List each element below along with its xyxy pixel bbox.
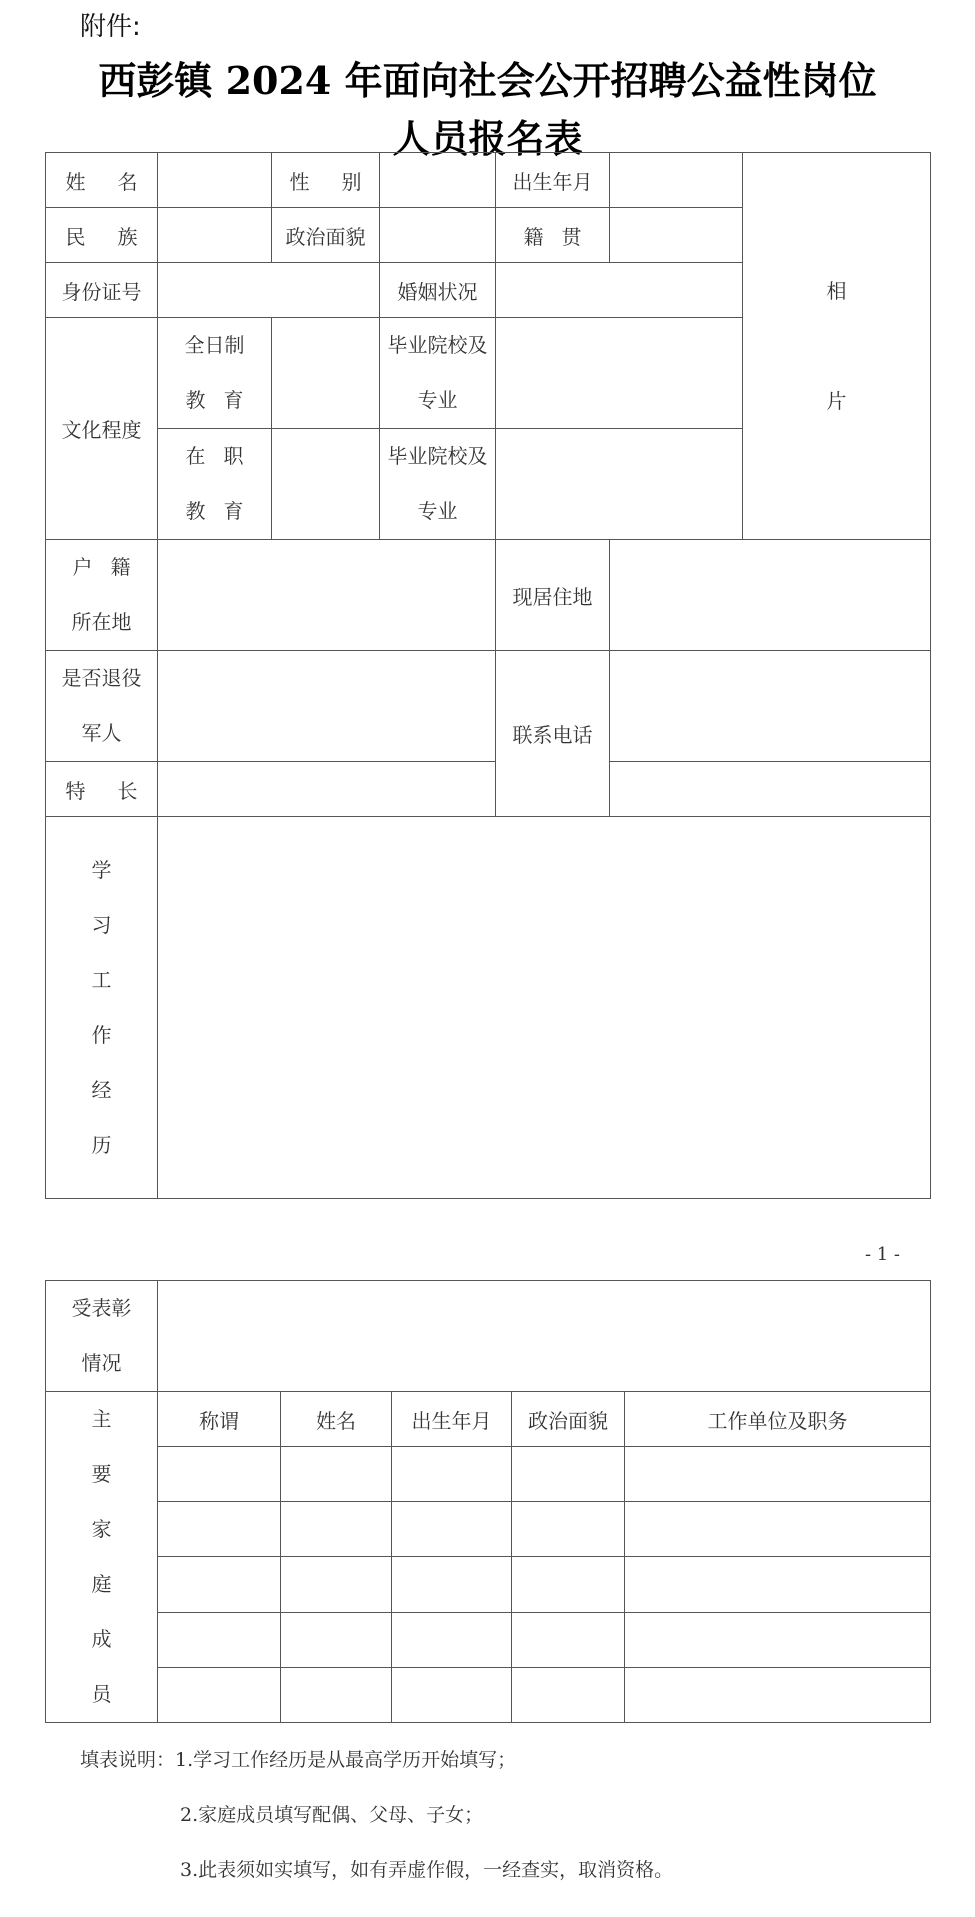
birth-label: 出生年月 xyxy=(496,153,610,208)
gender-value-cell[interactable] xyxy=(380,153,496,208)
veteran-label: 是否退役 军人 xyxy=(46,651,158,762)
family-cell[interactable] xyxy=(625,1557,931,1612)
header-political: 政治面貌 xyxy=(512,1392,625,1447)
family-members-label: 主 要 家 庭 成 员 xyxy=(46,1392,158,1723)
veteran-value-cell[interactable] xyxy=(158,651,496,762)
header-work-unit: 工作单位及职务 xyxy=(625,1392,931,1447)
ethnic-value-cell[interactable] xyxy=(158,208,272,263)
family-cell[interactable] xyxy=(625,1612,931,1667)
family-cell[interactable] xyxy=(512,1502,625,1557)
family-cell[interactable] xyxy=(392,1502,512,1557)
awards-value-cell[interactable] xyxy=(158,1281,931,1392)
family-cell[interactable] xyxy=(392,1612,512,1667)
fulltime-education-label: 全日制 教育 xyxy=(158,318,272,429)
parttime-school-value-cell[interactable] xyxy=(496,429,743,540)
family-cell[interactable] xyxy=(158,1447,281,1502)
photo-char-2: 片 xyxy=(826,389,847,413)
awards-label: 受表彰 情况 xyxy=(46,1281,158,1392)
hukou-value-cell[interactable] xyxy=(158,540,496,651)
parttime-education-value-cell[interactable] xyxy=(272,429,380,540)
marital-value-cell[interactable] xyxy=(496,263,743,318)
header-birth: 出生年月 xyxy=(392,1392,512,1447)
family-cell[interactable] xyxy=(281,1447,392,1502)
family-cell[interactable] xyxy=(281,1612,392,1667)
name-value-cell[interactable] xyxy=(158,153,272,208)
form-notes xyxy=(80,1745,673,1910)
id-label: 身份证号 xyxy=(46,263,158,318)
family-cell[interactable] xyxy=(625,1502,931,1557)
note-line-1: 填表说明：1.学习工作经历是从最高学历开始填写； xyxy=(80,1749,517,1771)
family-cell[interactable] xyxy=(392,1667,512,1722)
education-label: 文化程度 xyxy=(46,318,158,540)
family-cell[interactable] xyxy=(281,1502,392,1557)
id-value-cell[interactable] xyxy=(158,263,380,318)
name-label: 姓名 xyxy=(46,153,158,208)
photo-cell[interactable] xyxy=(743,153,931,540)
header-relation: 称谓 xyxy=(158,1392,281,1447)
native-value-cell[interactable] xyxy=(610,208,743,263)
form-title-line1: 西彭镇 2024 年面向社会公开招聘公益性岗位 xyxy=(98,58,877,103)
specialty-label: 特长 xyxy=(46,762,158,817)
experience-label: 学 习 工 作 经 历 xyxy=(46,817,158,1199)
hukou-label: 户籍 所在地 xyxy=(46,540,158,651)
parttime-education-label: 在职 教育 xyxy=(158,429,272,540)
phone-label: 联系电话 xyxy=(496,651,610,817)
specialty-value-cell[interactable] xyxy=(158,762,496,817)
family-cell[interactable] xyxy=(281,1557,392,1612)
native-label: 籍贯 xyxy=(496,208,610,263)
political-value-cell[interactable] xyxy=(380,208,496,263)
fulltime-school-value-cell[interactable] xyxy=(496,318,743,429)
family-cell[interactable] xyxy=(158,1612,281,1667)
family-cell[interactable] xyxy=(158,1502,281,1557)
family-cell[interactable] xyxy=(512,1557,625,1612)
note-line-3: 3.此表须如实填写，如有弄虚作假，一经查实，取消资格。 xyxy=(180,1859,674,1881)
residence-value-cell[interactable] xyxy=(610,540,931,651)
residence-label: 现居住地 xyxy=(496,540,610,651)
family-cell[interactable] xyxy=(158,1557,281,1612)
photo-char-1: 相 xyxy=(826,279,847,303)
registration-form-table xyxy=(45,152,931,1199)
phone-extra-cell[interactable] xyxy=(610,762,931,817)
fulltime-school-label: 毕业院校及 专业 xyxy=(380,318,496,429)
marital-label: 婚姻状况 xyxy=(380,263,496,318)
ethnic-label: 民族 xyxy=(46,208,158,263)
family-cell[interactable] xyxy=(512,1447,625,1502)
phone-value-cell[interactable] xyxy=(610,651,931,762)
family-form-table xyxy=(45,1280,931,1723)
parttime-school-label: 毕业院校及 专业 xyxy=(380,429,496,540)
form-title-line2: 人员报名表 xyxy=(392,116,583,161)
birth-value-cell[interactable] xyxy=(610,153,743,208)
family-cell[interactable] xyxy=(512,1612,625,1667)
experience-value-cell[interactable] xyxy=(158,817,931,1199)
family-cell[interactable] xyxy=(281,1667,392,1722)
gender-label: 性别 xyxy=(272,153,380,208)
attachment-label: 附件: xyxy=(80,12,141,42)
political-label: 政治面貌 xyxy=(272,208,380,263)
family-cell[interactable] xyxy=(392,1557,512,1612)
family-cell[interactable] xyxy=(392,1447,512,1502)
family-cell[interactable] xyxy=(512,1667,625,1722)
page-number: - 1 - xyxy=(864,1244,900,1265)
fulltime-education-value-cell[interactable] xyxy=(272,318,380,429)
family-cell[interactable] xyxy=(625,1667,931,1722)
family-cell[interactable] xyxy=(625,1447,931,1502)
header-name: 姓名 xyxy=(281,1392,392,1447)
note-line-2: 2.家庭成员填写配偶、父母、子女； xyxy=(180,1804,484,1826)
family-cell[interactable] xyxy=(158,1667,281,1722)
